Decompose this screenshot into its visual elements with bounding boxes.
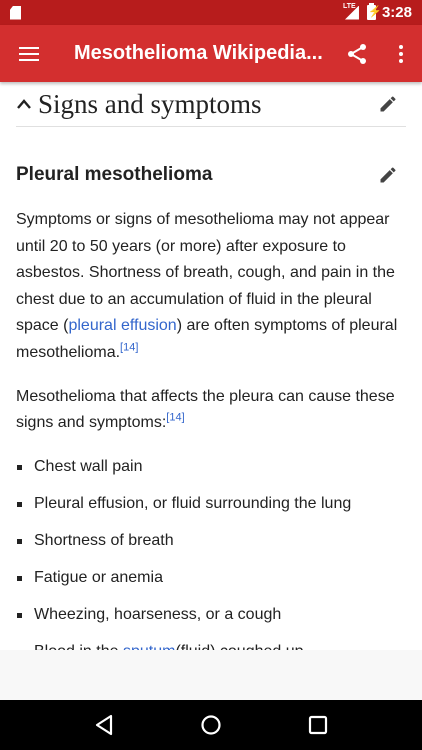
article-content[interactable] — [0, 82, 422, 650]
bullet — [17, 613, 22, 618]
more-options-button[interactable] — [380, 25, 422, 82]
list-item — [16, 560, 406, 597]
paragraph-text: Symptoms or signs of mesothelioma may not appear until 20 to 50 years (or more) after exposure to asbestos. Shortness of breath, cough, and pain in the chest due to an accumulation of fluid in the pleural space ( — [16, 211, 395, 335]
pencil-icon — [378, 94, 398, 114]
list-item-text: Pleural effusion, or fluid surrounding the lung — [34, 495, 352, 513]
edit-subsection-button[interactable] — [370, 157, 406, 193]
lte-signal-icon — [342, 2, 361, 20]
collapse-button[interactable] — [16, 89, 38, 119]
pencil-icon — [378, 165, 398, 185]
paragraph-text: ) are often symptoms of pleural mesothelioma. — [16, 317, 398, 361]
back-triangle-icon — [94, 714, 114, 736]
reference-link[interactable]: [14] — [166, 411, 185, 424]
reference-link[interactable]: [14] — [120, 341, 139, 354]
recents-button[interactable] — [298, 705, 338, 745]
bullet — [17, 539, 22, 544]
paragraph-symptoms — [16, 207, 406, 367]
share-button[interactable] — [334, 25, 380, 82]
more-vert-icon — [399, 45, 403, 63]
subsection-header — [16, 145, 406, 205]
bolt-icon: ⚡ — [367, 6, 382, 18]
hamburger-icon — [19, 47, 39, 61]
recents-square-icon — [308, 715, 328, 735]
list-item — [16, 597, 406, 634]
sd-card-icon — [10, 6, 21, 20]
app-title: Mesothelioma Wikipedia... — [74, 42, 323, 64]
bullet — [17, 576, 22, 581]
subsection-title: Pleural mesothelioma — [16, 164, 213, 185]
status-bar — [0, 0, 422, 25]
paragraph-text: Mesothelioma that affects the pleura can cause these signs and symptoms: — [16, 387, 395, 432]
pleural-effusion-link[interactable]: pleural effusion — [68, 317, 177, 335]
status-left — [10, 6, 21, 20]
symptoms-list — [16, 449, 406, 671]
home-button[interactable] — [191, 705, 231, 745]
list-item-text: Wheezing, hoarseness, or a cough — [34, 606, 282, 624]
network-label: LTE — [342, 2, 356, 10]
menu-button[interactable] — [0, 25, 58, 82]
share-icon — [345, 42, 369, 66]
bottom-strip — [0, 650, 422, 700]
home-circle-icon — [200, 714, 222, 736]
list-item — [16, 486, 406, 523]
chevron-up-icon — [16, 98, 32, 110]
list-item — [16, 523, 406, 560]
bullet — [17, 465, 22, 470]
battery-charging-icon — [367, 5, 382, 20]
clock: 3:28 — [381, 4, 412, 21]
section-title: Signs and symptoms — [38, 88, 262, 119]
section-header[interactable] — [16, 82, 406, 127]
back-button[interactable] — [84, 705, 124, 745]
system-nav-bar — [0, 700, 422, 750]
edit-section-button[interactable] — [370, 86, 406, 122]
list-item-text: Shortness of breath — [34, 532, 174, 550]
status-right — [342, 2, 412, 21]
bullet — [17, 502, 22, 507]
list-item-text: Fatigue or anemia — [34, 569, 163, 587]
paragraph-pleura — [16, 384, 406, 437]
list-item — [16, 449, 406, 486]
list-item-text: Chest wall pain — [34, 458, 143, 476]
app-bar — [0, 25, 422, 82]
